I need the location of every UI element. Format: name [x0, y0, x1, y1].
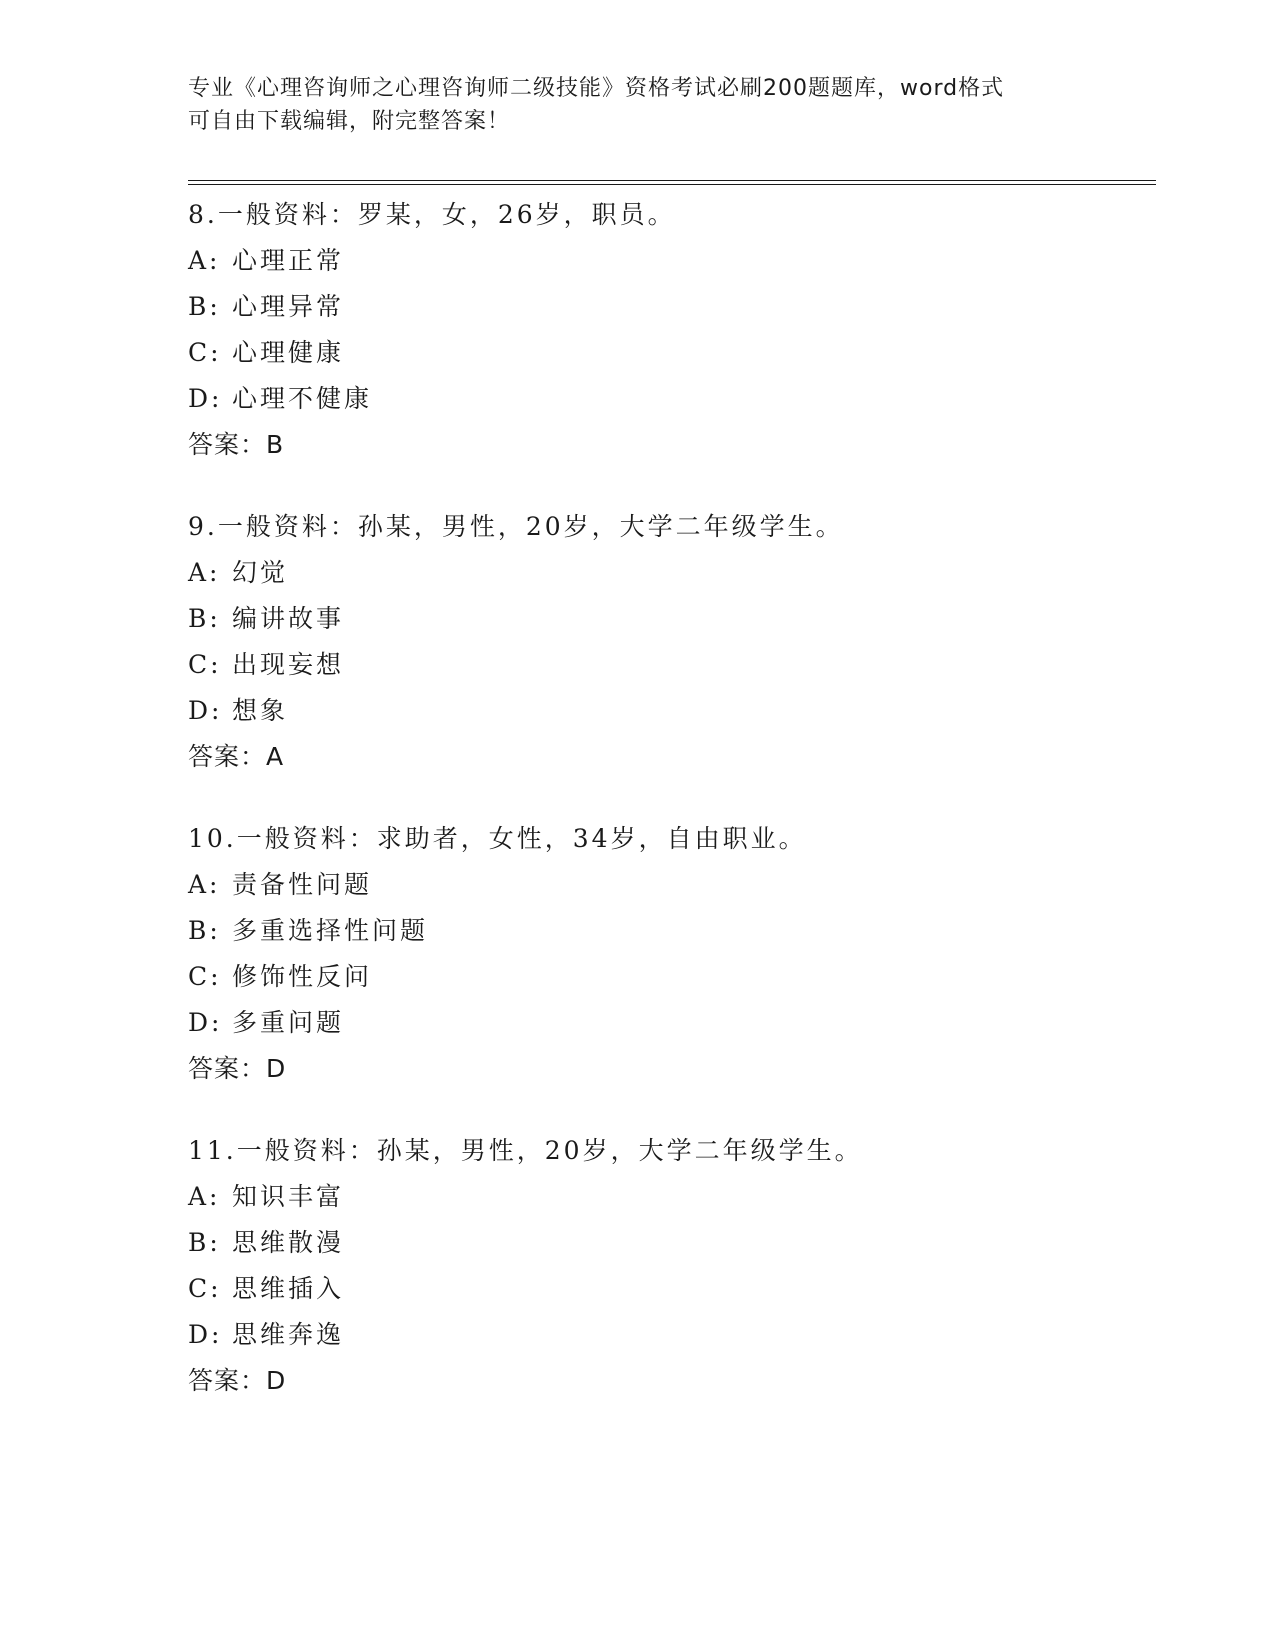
option-text: 心理不健康 [232, 384, 373, 413]
option-text: 编讲故事 [232, 604, 345, 633]
question-list [188, 192, 1156, 1440]
option-d [188, 376, 1156, 422]
option-letter: C: [188, 338, 222, 367]
option-c [188, 954, 1156, 1000]
option-text: 心理健康 [232, 338, 345, 367]
option-text: 多重问题 [232, 1008, 345, 1037]
question-10 [188, 816, 1156, 1092]
question-9 [188, 504, 1156, 780]
option-letter: C: [188, 962, 222, 991]
option-d [188, 1000, 1156, 1046]
question-8 [188, 192, 1156, 468]
option-d [188, 688, 1156, 734]
question-stem: 9.一般资料：孙某，男性，20岁，大学二年级学生。 [188, 512, 844, 541]
option-text: 想象 [232, 696, 289, 725]
option-a [188, 238, 1156, 284]
header-line-1: 专业《心理咨询师之心理咨询师二级技能》资格考试必刷200题题库，word格式 [188, 76, 1005, 101]
answer-line: 答案：D [188, 1366, 287, 1395]
option-text: 思维插入 [232, 1274, 345, 1303]
option-text: 幻觉 [232, 558, 289, 587]
option-a [188, 862, 1156, 908]
option-b [188, 596, 1156, 642]
question-stem: 10.一般资料：求助者，女性，34岁，自由职业。 [188, 824, 807, 853]
option-text: 责备性问题 [232, 870, 373, 899]
option-letter: C: [188, 1274, 222, 1303]
header-divider-bottom [188, 184, 1156, 185]
header-line-2: 可自由下载编辑，附完整答案！ [188, 109, 511, 134]
header-divider-top [188, 180, 1156, 181]
option-text: 多重选择性问题 [232, 916, 429, 945]
option-text: 思维散漫 [232, 1228, 345, 1257]
option-text: 知识丰富 [232, 1182, 345, 1211]
option-letter: A: [188, 1182, 221, 1211]
option-letter: D: [188, 384, 223, 413]
option-a [188, 1174, 1156, 1220]
option-letter: D: [188, 1320, 223, 1349]
option-c [188, 642, 1156, 688]
option-text: 思维奔逸 [232, 1320, 345, 1349]
option-letter: B: [188, 1228, 221, 1257]
option-letter: D: [188, 696, 223, 725]
option-letter: A: [188, 558, 221, 587]
option-text: 心理异常 [232, 292, 345, 321]
answer-line: 答案：A [188, 742, 285, 771]
question-stem: 11.一般资料：孙某，男性，20岁，大学二年级学生。 [188, 1136, 863, 1165]
option-letter: A: [188, 870, 221, 899]
option-b [188, 1220, 1156, 1266]
option-letter: B: [188, 604, 221, 633]
answer-line: 答案：D [188, 1054, 287, 1083]
option-d [188, 1312, 1156, 1358]
option-b [188, 284, 1156, 330]
option-b [188, 908, 1156, 954]
option-text: 出现妄想 [232, 650, 345, 679]
option-letter: A: [188, 246, 221, 275]
option-c [188, 330, 1156, 376]
document-header [188, 72, 1088, 138]
option-letter: C: [188, 650, 222, 679]
option-letter: B: [188, 916, 221, 945]
option-text: 修饰性反问 [232, 962, 373, 991]
option-c [188, 1266, 1156, 1312]
answer-line: 答案：B [188, 430, 285, 459]
question-stem: 8.一般资料：罗某，女，26岁，职员。 [188, 200, 676, 229]
question-11 [188, 1128, 1156, 1404]
option-letter: D: [188, 1008, 223, 1037]
option-text: 心理正常 [232, 246, 345, 275]
option-a [188, 550, 1156, 596]
option-letter: B: [188, 292, 221, 321]
